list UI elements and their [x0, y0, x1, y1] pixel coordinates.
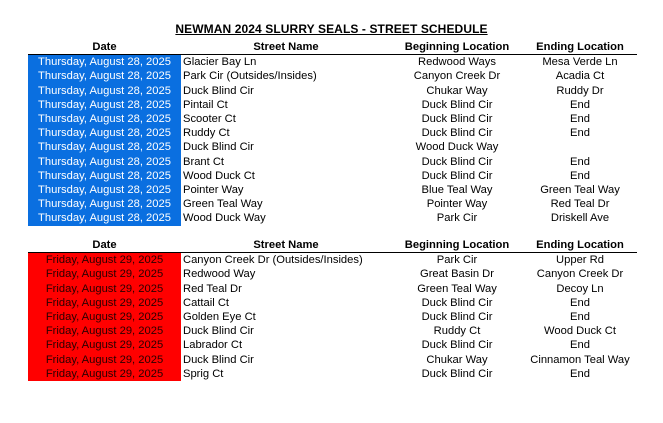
table-row [28, 211, 637, 225]
table-row [28, 112, 637, 126]
date-cell: Thursday, August 28, 2025 [28, 183, 181, 197]
street-name-cell: Duck Blind Cir [183, 353, 254, 366]
street-name-cell: Duck Blind Cir [183, 141, 254, 154]
street-name-cell: Canyon Creek Dr (Outsides/Insides) [183, 254, 363, 267]
beginning-location-cell: Park Cir [436, 212, 478, 225]
date-header: Date [28, 40, 181, 55]
street-name-cell: Green Teal Way [183, 198, 263, 211]
beginning-location-cell: Duck Blind Cir [421, 155, 493, 168]
date-cell: Friday, August 29, 2025 [28, 282, 181, 296]
ending-location-cell: Driskell Ave [550, 212, 610, 225]
table-row [28, 296, 637, 310]
date-cell: Thursday, August 28, 2025 [28, 169, 181, 183]
street-name-header: Street Name [181, 40, 391, 55]
beginning-location-cell: Park Cir [436, 254, 478, 267]
date-cell: Friday, August 29, 2025 [28, 353, 181, 367]
date-cell: Friday, August 29, 2025 [28, 367, 181, 381]
beginning-location-cell: Canyon Creek Dr [413, 70, 501, 83]
street-name-cell: Glacier Bay Ln [183, 56, 257, 69]
street-name-cell: Pointer Way [183, 184, 244, 197]
ending-location-cell: Mesa Verde Ln [542, 56, 618, 69]
beginning-location-cell: Duck Blind Cir [421, 339, 493, 352]
beginning-location-cell: Duck Blind Cir [421, 311, 493, 324]
date-header: Date [28, 238, 181, 253]
ending-location-cell: End [570, 311, 590, 324]
date-cell: Thursday, August 28, 2025 [28, 140, 181, 154]
date-cell: Friday, August 29, 2025 [28, 310, 181, 324]
ending-location-cell: End [570, 113, 590, 126]
table-row [28, 338, 637, 352]
street-name-cell: Redwood Way [183, 268, 256, 281]
beginning-location-cell: Duck Blind Cir [421, 127, 493, 140]
beginning-location-cell: Chukar Way [426, 84, 488, 97]
page-title: NEWMAN 2024 SLURRY SEALS - STREET SCHEDULE [175, 22, 488, 36]
beginning-location-cell: Ruddy Ct [433, 325, 481, 338]
beginning-location-cell: Duck Blind Cir [421, 169, 493, 182]
date-cell: Friday, August 29, 2025 [28, 253, 181, 268]
date-cell: Thursday, August 28, 2025 [28, 126, 181, 140]
ending-location-cell: Green Teal Way [540, 184, 620, 197]
date-cell: Friday, August 29, 2025 [28, 324, 181, 338]
ending-location-cell: Acadia Ct [555, 70, 605, 83]
ending-location-cell: End [570, 296, 590, 309]
table-row [28, 55, 637, 70]
street-name-cell: Pintail Ct [183, 98, 228, 111]
ending-location-cell: Decoy Ln [556, 282, 604, 295]
date-cell: Thursday, August 28, 2025 [28, 98, 181, 112]
street-name-cell: Golden Eye Ct [183, 311, 256, 324]
street-name-cell: Labrador Ct [183, 339, 243, 352]
table-row [28, 140, 637, 154]
date-cell: Friday, August 29, 2025 [28, 338, 181, 352]
ending-location-header: Ending Location [523, 40, 637, 55]
ending-location-header: Ending Location [523, 238, 637, 253]
table-row [28, 324, 637, 338]
date-cell: Thursday, August 28, 2025 [28, 211, 181, 225]
ending-location-cell: End [570, 155, 590, 168]
table-row [28, 282, 637, 296]
ending-location-cell: Cinnamon Teal Way [530, 353, 630, 366]
ending-location-cell: Canyon Creek Dr [536, 268, 624, 281]
street-name-cell: Wood Duck Way [183, 212, 266, 225]
beginning-location-cell: Pointer Way [426, 198, 488, 211]
beginning-location-cell: Green Teal Way [417, 282, 497, 295]
table-row [28, 253, 637, 268]
ending-location-cell: End [570, 367, 590, 380]
table-row [28, 310, 637, 324]
street-name-cell: Ruddy Ct [183, 127, 230, 140]
beginning-location-cell: Duck Blind Cir [421, 98, 493, 111]
date-cell: Friday, August 29, 2025 [28, 296, 181, 310]
table-row [28, 353, 637, 367]
date-cell: Friday, August 29, 2025 [28, 267, 181, 281]
date-cell: Thursday, August 28, 2025 [28, 84, 181, 98]
beginning-location-header: Beginning Location [391, 40, 523, 55]
table-row [28, 183, 637, 197]
beginning-location-cell: Wood Duck Way [415, 141, 499, 154]
table-row [28, 367, 637, 381]
street-name-header: Street Name [181, 238, 391, 253]
table-header-row [28, 40, 637, 55]
table-row [28, 84, 637, 98]
ending-location-cell: End [570, 169, 590, 182]
table-row [28, 197, 637, 211]
ending-location-cell: End [570, 98, 590, 111]
ending-location-cell: Ruddy Dr [556, 84, 604, 97]
street-name-cell: Cattail Ct [183, 296, 230, 309]
beginning-location-cell: Duck Blind Cir [421, 296, 493, 309]
thursday-schedule-table [28, 40, 637, 226]
beginning-location-cell: Blue Teal Way [421, 184, 493, 197]
ending-location-cell [523, 140, 637, 154]
street-name-cell: Sprig Ct [183, 367, 224, 380]
street-name-cell: Brant Ct [183, 155, 225, 168]
date-cell: Thursday, August 28, 2025 [28, 55, 181, 70]
table-header-row [28, 238, 637, 253]
ending-location-cell: Wood Duck Ct [544, 325, 616, 338]
friday-schedule-table [28, 238, 637, 381]
date-cell: Thursday, August 28, 2025 [28, 197, 181, 211]
beginning-location-cell: Duck Blind Cir [421, 113, 493, 126]
ending-location-cell: Upper Rd [556, 254, 604, 267]
street-name-cell: Duck Blind Cir [183, 325, 254, 338]
date-cell: Thursday, August 28, 2025 [28, 69, 181, 83]
ending-location-cell: End [570, 339, 590, 352]
date-cell: Thursday, August 28, 2025 [28, 112, 181, 126]
table-row [28, 169, 637, 183]
table-row [28, 69, 637, 83]
date-cell: Thursday, August 28, 2025 [28, 155, 181, 169]
street-name-cell: Wood Duck Ct [183, 169, 255, 182]
street-name-cell: Scooter Ct [183, 113, 236, 126]
beginning-location-cell: Chukar Way [426, 353, 488, 366]
table-row [28, 267, 637, 281]
street-name-cell: Duck Blind Cir [183, 84, 254, 97]
table-row [28, 98, 637, 112]
beginning-location-header: Beginning Location [391, 238, 523, 253]
beginning-location-cell: Great Basin Dr [420, 268, 494, 281]
street-name-cell: Red Teal Dr [183, 282, 242, 295]
beginning-location-cell: Duck Blind Cir [421, 367, 493, 380]
beginning-location-cell: Redwood Ways [418, 56, 496, 69]
ending-location-cell: End [570, 127, 590, 140]
street-name-cell: Park Cir (Outsides/Insides) [183, 70, 317, 83]
table-row [28, 155, 637, 169]
table-row [28, 126, 637, 140]
ending-location-cell: Red Teal Dr [550, 198, 610, 211]
